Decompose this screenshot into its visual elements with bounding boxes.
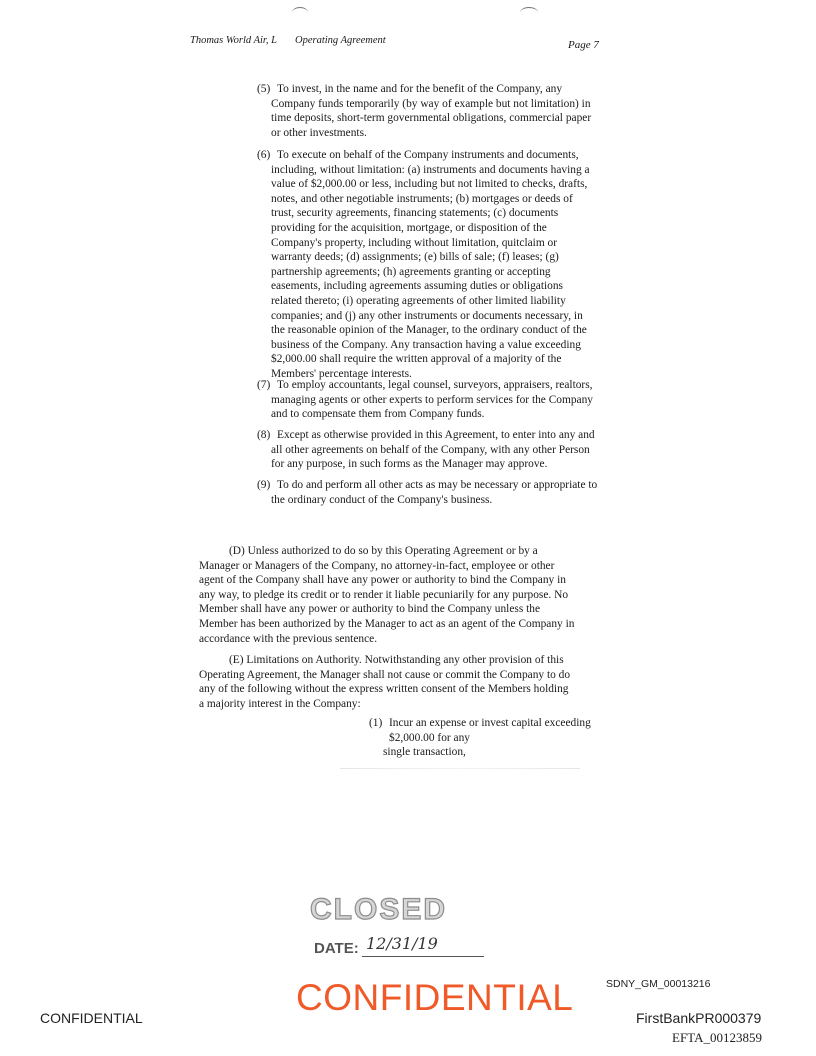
- stamp-date-label: DATE:: [314, 940, 359, 957]
- item-text-line: single transaction,: [383, 746, 466, 759]
- paragraph-line: any of the following without the express written consent of the Members holding: [199, 683, 569, 696]
- item-number: (5): [257, 83, 271, 95]
- list-item: [257, 478, 627, 507]
- header-title: Operating Agreement: [295, 35, 386, 46]
- paragraph-line: accordance with the previous sentence.: [199, 632, 378, 645]
- stamp-date-value: 12/31/19: [366, 934, 438, 953]
- item-text-line: business of the Company. Any transaction having a value exceeding: [271, 338, 581, 351]
- header-page-number: Page 7: [568, 39, 599, 51]
- item-text-line: for any purpose, in such forms as the Manager may approve.: [271, 458, 548, 471]
- item-text-line: trust, security agreements, financing statements; (c) documents: [271, 207, 559, 220]
- stamp-date-underline: [362, 956, 484, 957]
- item-text-line: warranty deeds; (d) assignments; (e) bills of sale; (f) leases; (g): [271, 251, 559, 264]
- item-number: (9): [257, 479, 271, 491]
- item-text-line: value of $2,000.00 or less, including but not limited to checks, drafts,: [271, 178, 588, 191]
- bates-gm: SDNY_GM_00013216: [606, 978, 711, 990]
- item-text-line: time deposits, short-term governmental obligations, commercial paper: [271, 112, 592, 125]
- item-text-line: managing agents or other experts to perform services for the Company: [271, 393, 594, 406]
- item-number: (8): [257, 429, 271, 441]
- paragraph-line: Member has been authorized by the Manager to act as an agent of the Company in: [199, 617, 575, 630]
- item-text-line: the ordinary conduct of the Company's business.: [271, 493, 493, 506]
- list-item: [257, 148, 627, 382]
- confidential-banner: CONFIDENTIAL: [296, 977, 574, 1018]
- list-item: [369, 716, 629, 760]
- item-text-line: related thereto; (i) operating agreements of other limited liability: [271, 294, 566, 307]
- paragraph-line: a majority interest in the Company:: [199, 697, 361, 710]
- closed-stamp: CLOSED: [310, 893, 448, 926]
- item-text-line: To execute on behalf of the Company instruments and documents,: [277, 149, 579, 161]
- item-text-line: all other agreements on behalf of the Company, with any other Person: [271, 443, 590, 456]
- item-text-line: easements, including agreements assuming duties or obligations: [271, 280, 563, 293]
- paragraph-line: agent of the Company shall have any power or authority to bind the Company in: [199, 574, 566, 587]
- confidential-label: CONFIDENTIAL: [40, 1010, 143, 1026]
- item-text-line: To invest, in the name and for the benefit of the Company, any: [277, 83, 563, 95]
- item-text-line: companies; and (j) any other instruments or documents necessary, in: [271, 309, 583, 322]
- item-number: (1): [369, 717, 383, 729]
- scan-artifact: [340, 768, 580, 769]
- scan-artifact: [292, 7, 308, 18]
- scan-artifact: [520, 7, 538, 18]
- item-text-line: Members' percentage interests.: [271, 367, 412, 380]
- item-text-line: the reasonable opinion of the Manager, to the ordinary conduct of the: [271, 324, 587, 337]
- paragraph-line: (E) Limitations on Authority. Notwithstanding any other provision of this: [229, 654, 564, 666]
- item-text-line: To employ accountants, legal counsel, surveyors, appraisers, realtors,: [277, 379, 593, 391]
- item-text-line: To do and perform all other acts as may be necessary or appropriate to: [277, 479, 598, 491]
- paragraph-e: [199, 653, 629, 711]
- item-number: (6): [257, 149, 271, 161]
- item-text-line: $2,000.00 shall require the written approval of a majority of the: [271, 353, 562, 366]
- paragraph-line: any way, to pledge its credit or to render it liable pecuniarily for any purpose. No: [199, 588, 569, 601]
- efta-number: EFTA_00123859: [672, 1030, 762, 1045]
- paragraph-line: Member shall have any power or authority to bind the Company unless the: [199, 603, 541, 616]
- item-text-line: Incur an expense or invest capital exceeding $2,000.00 for any: [389, 717, 591, 744]
- paragraph-line: (D) Unless authorized to do so by this Operating Agreement or by a: [229, 545, 538, 557]
- paragraph-line: Manager or Managers of the Company, no attorney-in-fact, employee or other: [199, 559, 555, 572]
- item-text-line: Company funds temporarily (by way of example but not limitation) in: [271, 97, 591, 110]
- item-text-line: Company's property, including without limitation, quitclaim or: [271, 236, 558, 249]
- item-text-line: partnership agreements; (h) agreements granting or accepting: [271, 265, 551, 278]
- header-company: Thomas World Air, L: [190, 35, 277, 46]
- item-number: (7): [257, 379, 271, 391]
- document-header: [190, 35, 630, 53]
- paragraph-line: Operating Agreement, the Manager shall not cause or commit the Company to do: [199, 668, 571, 681]
- list-item: [257, 428, 627, 472]
- list-item: [257, 82, 627, 140]
- item-text-line: Except as otherwise provided in this Agreement, to enter into any and: [277, 429, 595, 441]
- item-text-line: including, without limitation: (a) instruments and documents having a: [271, 163, 590, 176]
- bates-firstbank: FirstBankPR000379: [636, 1010, 762, 1026]
- paragraph-d: [199, 544, 629, 646]
- list-item: [257, 378, 627, 422]
- item-text-line: or other investments.: [271, 126, 367, 139]
- item-text-line: providing for the acquisition, mortgage, or disposition of the: [271, 221, 547, 234]
- item-text-line: notes, and other negotiable instruments; (b) mortgages or deeds of: [271, 192, 573, 205]
- item-text-line: and to compensate them from Company funds.: [271, 408, 485, 421]
